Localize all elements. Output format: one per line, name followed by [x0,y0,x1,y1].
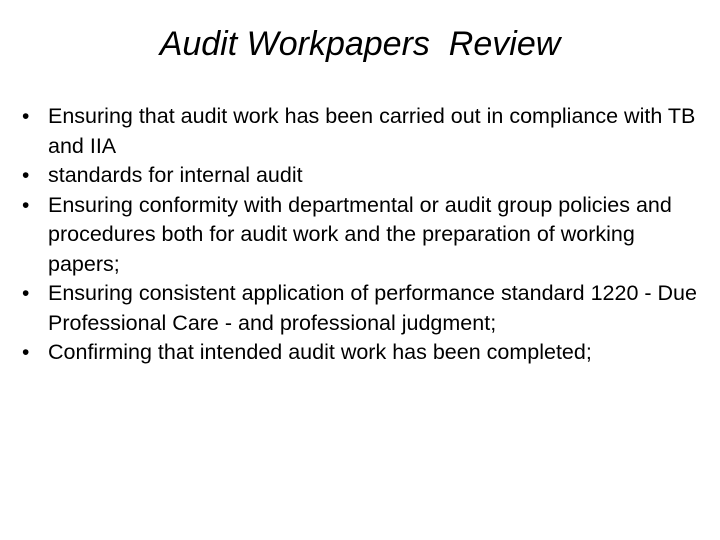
bullet-text: Ensuring consistent application of performance standard 1220 - Due Professional Care - and professional judgment; [48,281,697,335]
bullet-list [22,102,702,368]
bullet-text: Confirming that intended audit work has been completed; [48,340,592,364]
list-item [22,279,702,338]
bullet-text: Ensuring that audit work has been carried out in compliance with TB and IIA [48,104,696,158]
list-item [22,161,702,191]
bullet-icon: • [22,282,30,305]
bullet-icon: • [22,105,30,128]
bullet-icon: • [22,193,30,217]
bullet-text: standards for internal audit [48,163,303,187]
list-item [22,338,702,368]
bullet-icon: • [22,164,30,187]
bullet-icon: • [22,341,30,364]
bullet-text: Ensuring conformity with departmental or audit group policies and procedures both for audit work and the preparation of working papers; [48,192,672,276]
list-item [22,191,702,280]
slide-title: Audit Workpapers Review [159,25,561,63]
list-item [22,102,702,161]
